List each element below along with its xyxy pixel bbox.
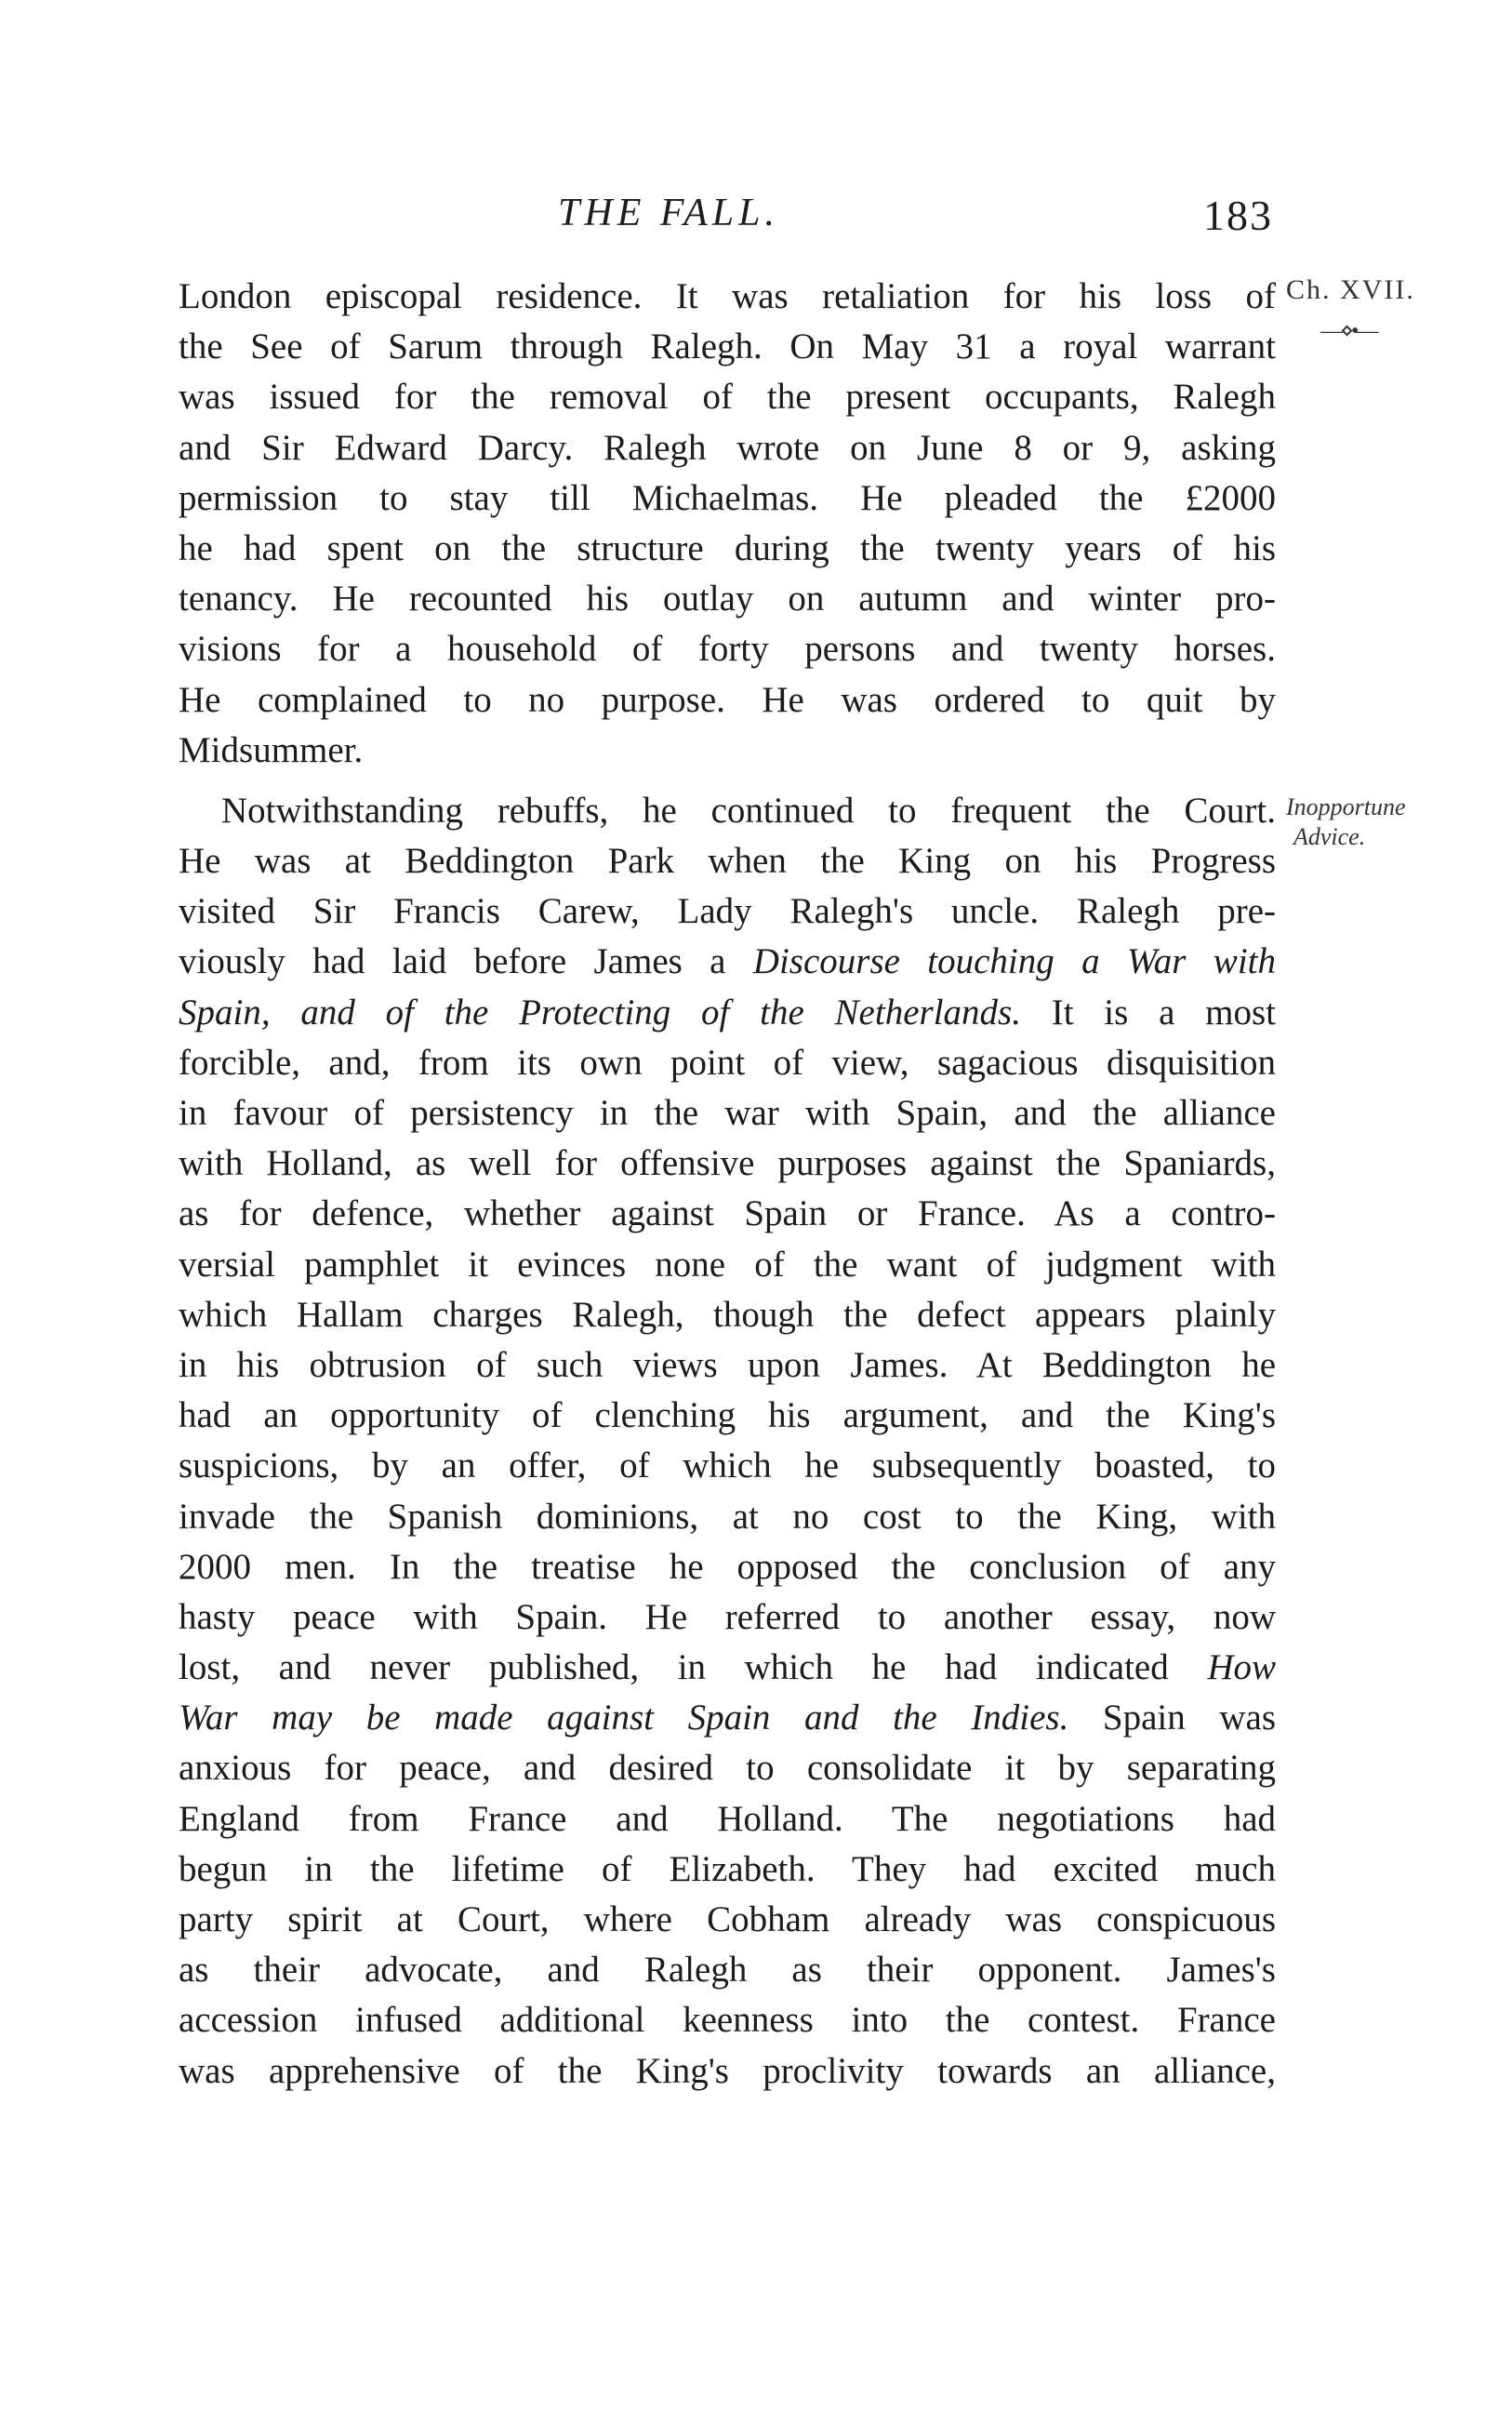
marginal-note-line-1: Inopportune — [1286, 793, 1406, 820]
text-run: Spain was — [1068, 1698, 1276, 1738]
paragraph-2 — [179, 786, 1276, 2097]
text-line — [179, 988, 1276, 1038]
text-line: accession infused additional keenness into the contest. France — [179, 2000, 1276, 2041]
text-line: visions for a household of forty persons and twenty horses. — [179, 629, 1276, 670]
text-line — [179, 937, 1276, 987]
marginal-note-line-2: Advice. — [1293, 823, 1366, 850]
text-line: He was at Beddington Park when the King on his Progress — [179, 841, 1276, 882]
italic-title-run: How — [1207, 1647, 1276, 1688]
page-number: 183 — [1203, 192, 1273, 239]
text-line: which Hallam charges Ralegh, though the defect appears plainly — [179, 1294, 1276, 1335]
text-line: He complained to no purpose. He was ordered to quit by — [179, 679, 1276, 720]
text-line: party spirit at Court, where Cobham already was conspicuous — [179, 1899, 1276, 1939]
chapter-marginal: Ch. XVII. — [1286, 274, 1415, 305]
text-line: suspicions, by an offer, of which he subsequently boasted, to — [179, 1445, 1276, 1486]
text-line: anxious for peace, and desired to consolidate it by separating — [179, 1748, 1276, 1789]
text-line: and Sir Edward Darcy. Ralegh wrote on June 8 or 9, asking — [179, 427, 1276, 468]
text-line: as for defence, whether against Spain or France. As a contro- — [179, 1193, 1276, 1234]
text-line: visited Sir Francis Carew, Lady Ralegh's uncle. Ralegh pre- — [179, 891, 1276, 932]
italic-title-run: Spain, and of the Protecting of the Netherlands. — [179, 992, 1021, 1032]
text-line: begun in the lifetime of Elizabeth. They had excited much — [179, 1848, 1276, 1889]
italic-title-run: Discourse touching a War with — [752, 941, 1276, 982]
text-line: in his obtrusion of such views upon James. At Beddington he — [179, 1344, 1276, 1385]
running-title: THE FALL. — [558, 192, 779, 234]
ornament-glyph: —⋄•— — [1320, 319, 1376, 343]
text-line: tenancy. He recounted his outlay on autumn and winter pro- — [179, 579, 1276, 619]
text-line: 2000 men. In the treatise he opposed the conclusion of any — [179, 1546, 1276, 1587]
marginal-note — [1286, 793, 1406, 852]
text-line: was apprehensive of the King's proclivity towards an alliance, — [179, 2050, 1276, 2091]
text-line: permission to stay till Michaelmas. He pleaded the £2000 — [179, 477, 1276, 518]
text-line: was issued for the removal of the present occupants, Ralegh — [179, 377, 1276, 418]
text-line: the See of Sarum through Ralegh. On May 31 a royal warrant — [179, 326, 1276, 367]
text-line: with Holland, as well for offensive purposes against the Spaniards, — [179, 1143, 1276, 1184]
text-line: had an opportunity of clenching his argument, and the King's — [179, 1395, 1276, 1436]
text-line: hasty peace with Spain. He referred to another essay, now — [179, 1596, 1276, 1637]
text-line — [179, 1693, 1276, 1743]
body-text — [179, 272, 1276, 2097]
text-line: versial pamphlet it evinces none of the want of judgment with — [179, 1244, 1276, 1285]
text-line: he had spent on the structure during the twenty years of his — [179, 527, 1276, 568]
italic-title-run: War may be made against Spain and the Indies. — [179, 1698, 1069, 1738]
text-line: London episcopal residence. It was retaliation for his loss of — [179, 276, 1276, 316]
paragraph-gap — [179, 776, 1276, 786]
text-line: Midsummer. — [179, 729, 364, 770]
text-line: in favour of persistency in the war with Spain, and the alliance — [179, 1093, 1276, 1133]
text-line: England from France and Holland. The negotiations had — [179, 1798, 1276, 1839]
text-line: invade the Spanish dominions, at no cost to the King, with — [179, 1496, 1276, 1537]
text-run: lost, and never published, in which he had indicated — [179, 1647, 1208, 1688]
text-line: forcible, and, from its own point of view, sagacious disquisition — [179, 1042, 1276, 1083]
text-line: Notwithstanding rebuffs, he continued to frequent the Court. — [221, 790, 1276, 831]
text-run: viously had laid before James a — [179, 941, 753, 982]
text-line — [179, 1643, 1276, 1693]
text-run: It is a most — [1020, 992, 1277, 1032]
paragraph-1 — [179, 272, 1276, 776]
text-line: as their advocate, and Ralegh as their opponent. James's — [179, 1950, 1276, 1991]
